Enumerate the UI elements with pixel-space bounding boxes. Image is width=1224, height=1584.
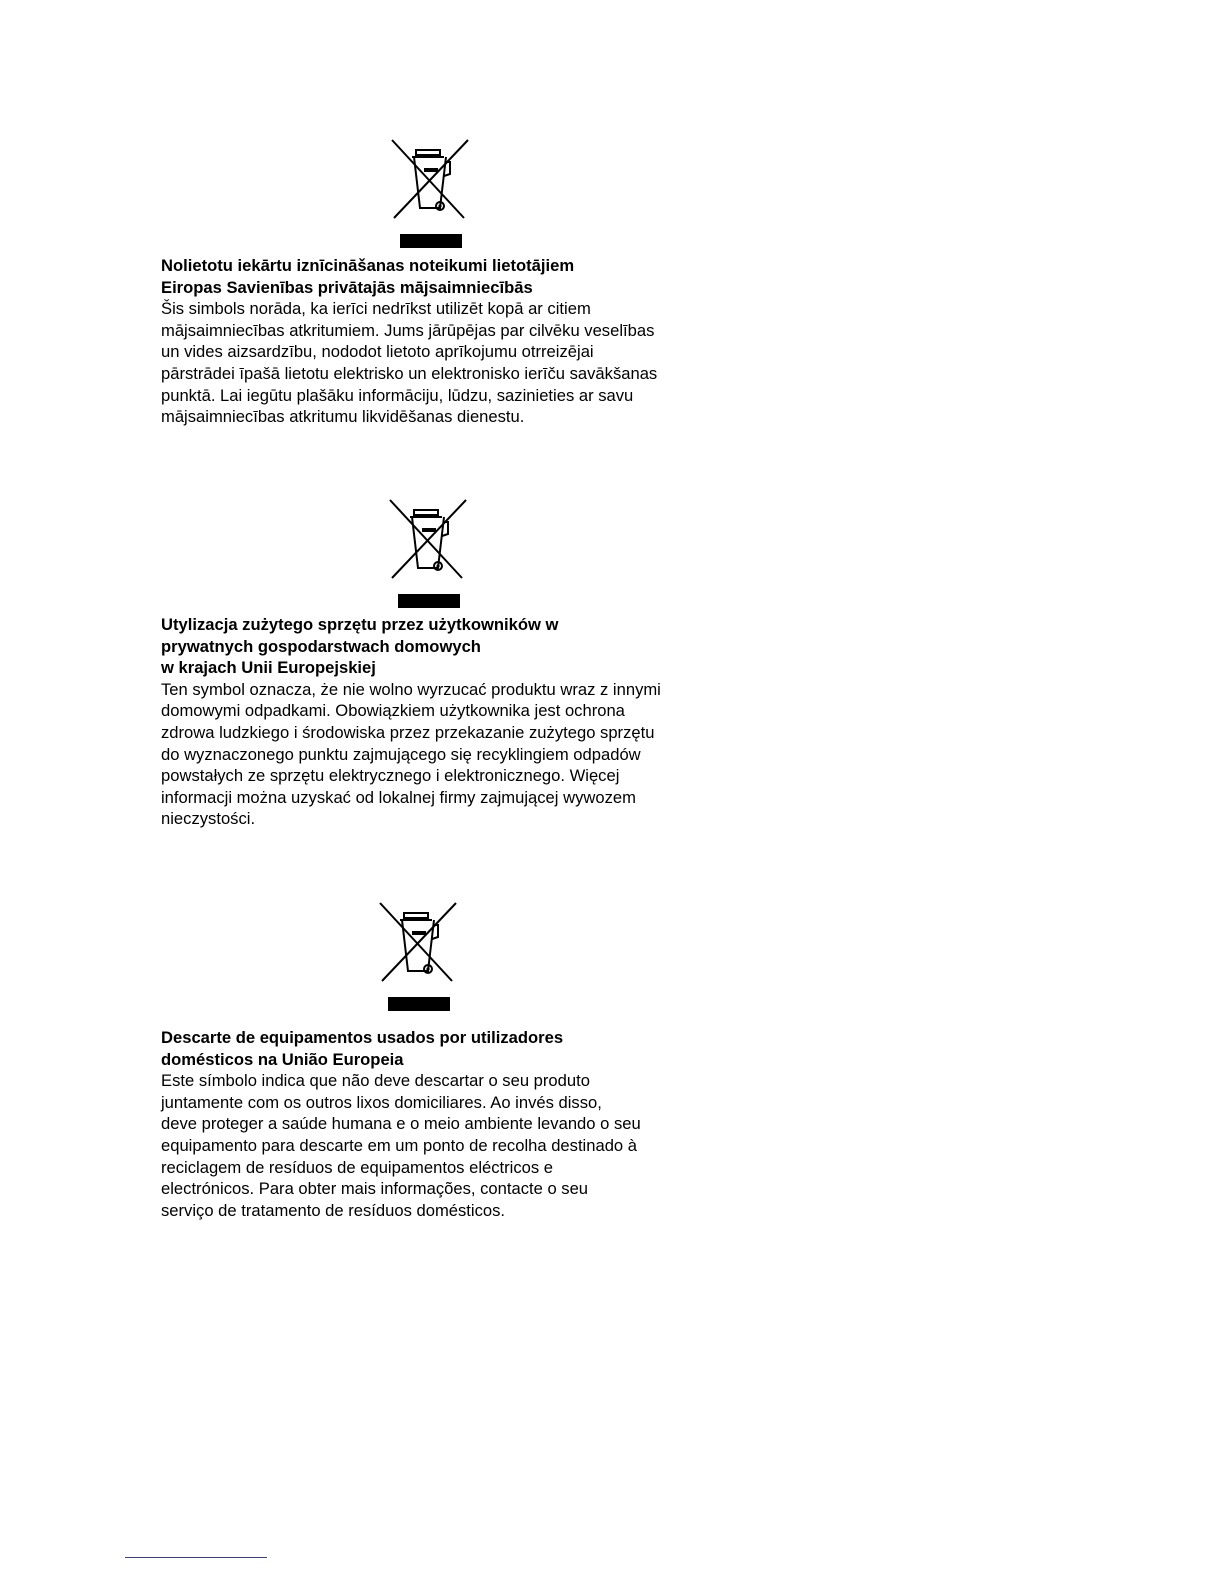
crossed-out-wheelie-bin-icon [390, 138, 470, 250]
weee-icon-lv [390, 138, 470, 250]
notice-body: Este símbolo indica que não deve descartar o seu produto juntamente com os outros lixos domiciliares. Ao invés disso, deve proteger a saúde humana e o meio ambiente levando o seu equipamento para descarte em um ponto de recolha destinado à reciclagem de resíduos de equipamentos eléctricos e electrónicos. Para obter mais informações, contacte o seu serviço de tratamento de resíduos domésticos. [161, 1071, 641, 1220]
notice-title: Descarte de equipamentos usados por utilizadores domésticos na União Europeia [161, 1028, 564, 1069]
crossed-out-wheelie-bin-icon [388, 498, 468, 610]
notice-body: Šis simbols norāda, ka ierīci nedrīkst utilizēt kopā ar citiem mājsaimniecības atkritumiem. Jums jārūpējas par cilvēku veselības un vides aizsardzību, nododot lietoto aprīkojumu otrreizējai pārstrādei īpašā lietotu elektrisko un elektronisko ierīču savākšanas punktā. Lai iegūtu plašāku informāciju, lūdzu, sazinieties ar savu mājsaimniecības atkritumu likvidēšanas dienestu. [161, 299, 658, 427]
notice-title: Nolietotu iekārtu iznīcināšanas noteikumi lietotājiem Eiropas Savienības privātajās mājsaimniecībās [161, 256, 575, 297]
notice-title: Utylizacja zużytego sprzętu przez użytkowników w prywatnych gospodarstwach domowych w krajach Unii Europejskiej [161, 615, 559, 678]
crossed-out-wheelie-bin-icon [378, 901, 458, 1013]
notice-body: Ten symbol oznacza, że nie wolno wyrzucać produktu wraz z innymi domowymi odpadkami. Obowiązkiem użytkownika jest ochrona zdrowa ludzkiego i środowiska przez przekazanie zużytego sprzętu do wyznaczonego punktu zajmującego się recyklingiem odpadów powstałych ze sprzętu elektrycznego i elektronicznego. Więcej informacji można uzyskać od lokalnej firmy zajmującej wywozem nieczystości. [161, 679, 661, 829]
weee-icon-pl [388, 498, 468, 610]
weee-icon-pt [378, 901, 458, 1013]
disposal-notice-lv [161, 255, 721, 428]
disposal-notice-pl [161, 614, 721, 830]
footnote-divider [125, 1557, 267, 1558]
disposal-notice-pt [161, 1027, 721, 1221]
